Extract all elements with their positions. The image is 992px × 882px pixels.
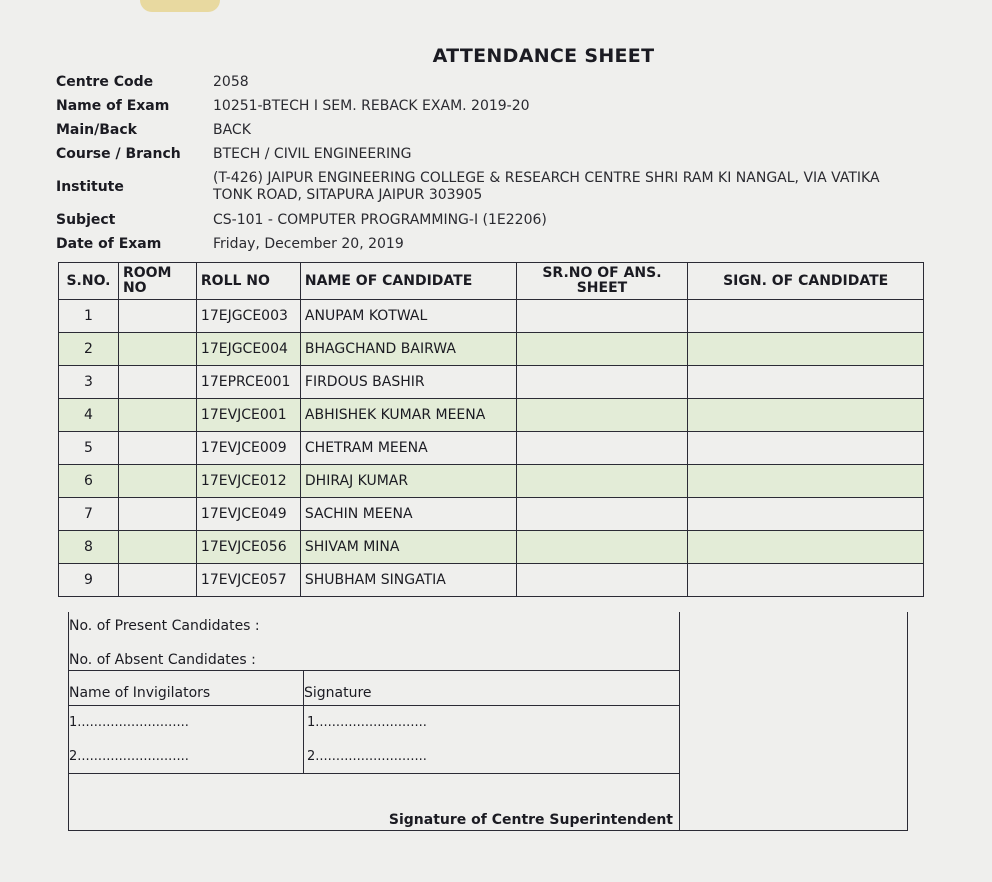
cell-sno: 3 [59, 366, 119, 399]
invigilator-line-2: 2........................... [69, 749, 189, 764]
info-value: 10251-BTECH I SEM. REBACK EXAM. 2019-20 [213, 98, 530, 114]
info-value: BTECH / CIVIL ENGINEERING [213, 146, 412, 162]
signature-line-2: 2........................... [307, 749, 427, 764]
cell-roll: 17EVJCE009 [196, 432, 300, 465]
cell-ans-sheet [516, 333, 688, 366]
cell-room [118, 432, 196, 465]
table-row [59, 465, 924, 498]
cell-room [118, 498, 196, 531]
cell-room [118, 399, 196, 432]
cell-sno: 9 [59, 564, 119, 597]
cell-sno: 7 [59, 498, 119, 531]
signature-label: Signature [304, 685, 372, 701]
info-course-branch [56, 142, 883, 166]
signature-line-1: 1........................... [307, 715, 427, 730]
page-title: ATTENDANCE SHEET [432, 45, 655, 67]
info-label: Name of Exam [56, 98, 170, 114]
cell-sign [688, 333, 924, 366]
cell-name: BHAGCHAND BAIRWA [300, 333, 516, 366]
info-value: 2058 [213, 74, 249, 90]
present-count-label: No. of Present Candidates : [69, 618, 260, 634]
invigilators-label: Name of Invigilators [69, 671, 304, 705]
cell-sno: 4 [59, 399, 119, 432]
cell-ans-sheet [516, 465, 688, 498]
cell-room [118, 564, 196, 597]
info-subject [56, 208, 883, 232]
info-value: Friday, December 20, 2019 [213, 236, 404, 252]
cell-roll: 17EVJCE001 [196, 399, 300, 432]
cell-room [118, 465, 196, 498]
info-value: CS-101 - COMPUTER PROGRAMMING-I (1E2206) [213, 212, 547, 228]
cell-sno: 6 [59, 465, 119, 498]
cell-name: SHUBHAM SINGATIA [300, 564, 516, 597]
info-date [56, 232, 883, 256]
info-value: BACK [213, 122, 251, 138]
cell-roll: 17EVJCE057 [196, 564, 300, 597]
info-label: Main/Back [56, 122, 137, 138]
cell-sign [688, 399, 924, 432]
cell-roll: 17EVJCE056 [196, 531, 300, 564]
cell-ans-sheet [516, 564, 688, 597]
col-header-name: NAME OF CANDIDATE [300, 263, 516, 300]
info-exam-name [56, 94, 883, 118]
cell-sign [688, 498, 924, 531]
cell-room [118, 366, 196, 399]
info-label: Date of Exam [56, 236, 162, 252]
cell-ans-sheet [516, 366, 688, 399]
cell-sno: 8 [59, 531, 119, 564]
table-row [59, 333, 924, 366]
table-header-row [59, 263, 924, 300]
info-institute [56, 166, 883, 208]
institution-logo [140, 0, 220, 12]
info-label: Course / Branch [56, 146, 181, 162]
invigilators-divider [303, 705, 304, 773]
cell-room [118, 333, 196, 366]
cell-sign [688, 366, 924, 399]
cell-name: ANUPAM KOTWAL [300, 300, 516, 333]
info-label: Subject [56, 212, 116, 228]
cell-name: ABHISHEK KUMAR MEENA [300, 399, 516, 432]
col-header-sign: SIGN. OF CANDIDATE [688, 263, 924, 300]
info-centre-code [56, 70, 883, 94]
table-row [59, 366, 924, 399]
cell-roll: 17EVJCE012 [196, 465, 300, 498]
info-main-back [56, 118, 883, 142]
cell-sign [688, 531, 924, 564]
cell-name: FIRDOUS BASHIR [300, 366, 516, 399]
absent-count-label: No. of Absent Candidates : [69, 652, 256, 668]
footer-left-panel [69, 612, 680, 830]
cell-sno: 2 [59, 333, 119, 366]
invigilators-table [69, 670, 679, 774]
table-row [59, 399, 924, 432]
cell-name: DHIRAJ KUMAR [300, 465, 516, 498]
cell-sign [688, 432, 924, 465]
info-label: Centre Code [56, 74, 154, 90]
cell-ans-sheet [516, 432, 688, 465]
cell-roll: 17EVJCE049 [196, 498, 300, 531]
col-header-sno: S.NO. [59, 263, 119, 300]
cell-ans-sheet [516, 498, 688, 531]
info-label: Institute [56, 179, 124, 195]
table-row [59, 564, 924, 597]
cell-roll: 17EJGCE004 [196, 333, 300, 366]
col-header-room: ROOM NO [118, 263, 196, 300]
attendance-footer [68, 612, 908, 831]
table-row [59, 300, 924, 333]
info-value: (T-426) JAIPUR ENGINEERING COLLEGE & RESEARCH CENTRE SHRI RAM KI NANGAL, VIA VATIKA TONK ROAD, SITAPURA JAIPUR 303905 [213, 170, 880, 203]
cell-sno: 1 [59, 300, 119, 333]
cell-sign [688, 300, 924, 333]
col-header-roll: ROLL NO [196, 263, 300, 300]
attendance-table [58, 262, 924, 597]
table-row [59, 498, 924, 531]
col-header-ans-sheet: SR.NO OF ANS. SHEET [516, 263, 688, 300]
cell-roll: 17EPRCE001 [196, 366, 300, 399]
cell-roll: 17EJGCE003 [196, 300, 300, 333]
cell-room [118, 531, 196, 564]
cell-ans-sheet [516, 531, 688, 564]
superintendent-signature-label: Signature of Centre Superintendent [388, 812, 673, 828]
cell-sign [688, 465, 924, 498]
cell-name: SHIVAM MINA [300, 531, 516, 564]
cell-room [118, 300, 196, 333]
invigilator-line-1: 1........................... [69, 715, 189, 730]
exam-info [56, 70, 883, 256]
table-row [59, 432, 924, 465]
cell-sno: 5 [59, 432, 119, 465]
cell-name: SACHIN MEENA [300, 498, 516, 531]
cell-ans-sheet [516, 399, 688, 432]
table-row [59, 531, 924, 564]
cell-sign [688, 564, 924, 597]
cell-name: CHETRAM MEENA [300, 432, 516, 465]
cell-ans-sheet [516, 300, 688, 333]
invigilators-header [69, 671, 679, 706]
